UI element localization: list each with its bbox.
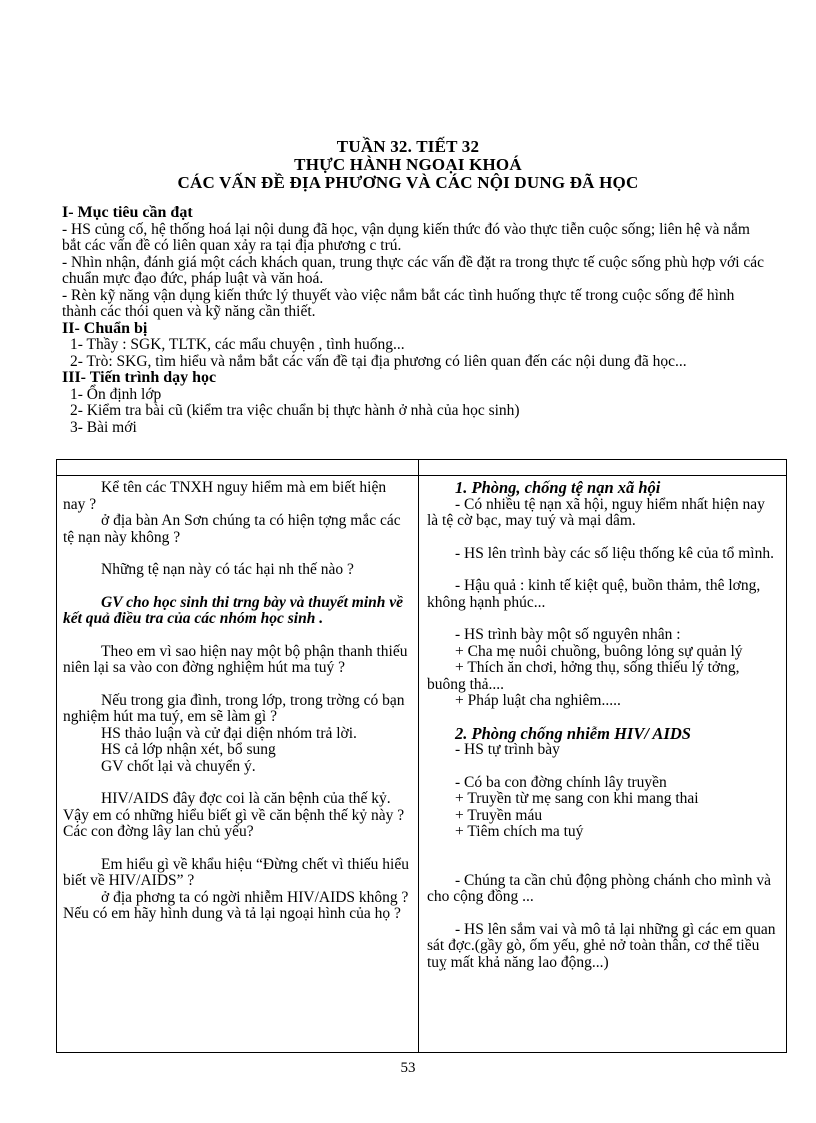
- content-item: - HS lên trình bày các số liệu thống kê của tổ mình.: [455, 544, 774, 562]
- content-item: + Tiêm chích ma tuý: [455, 823, 584, 840]
- objective-2: - Nhìn nhận, đánh giá một cách khách quan, trung thực các vấn đề đặt ra trong thực tế cuộc sống phù hợp với các chuẩn mực đạo đức, pháp luật và văn hoá.: [62, 253, 765, 287]
- content-item: - Chúng ta cần chủ động phòng chánh cho mình và cho cộng đồng ...: [427, 871, 771, 905]
- question-6: HIV/AIDS đây đợc coi là căn bệnh của thế kỷ. Vậy em có những hiểu biết gì về căn bệnh thế kỷ này ? Các con đờng lây lan chủ yếu?: [63, 790, 405, 840]
- content-item: + Cha mẹ nuôi chuồng, buông lỏng sự quản lý: [455, 642, 743, 660]
- lesson-content-cell: [419, 476, 787, 1053]
- preparation-heading: II- Chuẩn bị: [62, 319, 148, 337]
- content-item: - HS trình bày một số nguyên nhân :: [455, 626, 681, 643]
- lesson-topic-title: CÁC VẤN ĐỀ ĐỊA PHƯƠNG VÀ CÁC NỘI DUNG ĐÃ HỌC: [177, 173, 639, 192]
- lesson-intro: [62, 205, 772, 436]
- header-cell-content: [419, 460, 787, 476]
- procedure-heading: III- Tiến trình dạy học: [62, 369, 217, 386]
- content-item: - Có ba con đờng chính lây truyền: [455, 773, 667, 791]
- teacher-instruction: GV cho học sinh thi trng bày và thuyết minh về kết quả điều tra của các nhóm học sinh .: [63, 593, 404, 627]
- question-8: ở địa phơng ta có ngời nhiễm HIV/AIDS không ? Nếu có em hãy hình dung và tả lại ngoại hình của họ ?: [63, 888, 409, 922]
- content-item: + Thích ăn chơi, hởng thụ, sống thiếu lý tởng, buông thả....: [427, 659, 740, 693]
- question-7: Em hiểu gì về khẩu hiệu “Đừng chết vì thiếu hiểu biết về HIV/AIDS” ?: [63, 855, 409, 889]
- class-feedback: HS cả lớp nhận xét, bổ sung: [101, 741, 276, 758]
- preparation-teacher: 1- Thầy : SGK, TLTK, các mẩu chuyện , tình huống...: [70, 336, 405, 353]
- content-item: - HS lên sắm vai và mô tả lại những gì các em quan sát đợc.(gầy gò, ốm yếu, ghẻ nở toàn thân, cơ thể tiều tuỵ mất khả năng lao động...): [427, 920, 776, 971]
- procedure-step-1: 1- Ổn định lớp: [70, 385, 162, 403]
- preparation-student: 2- Trò: SKG, tìm hiểu và nắm bắt các vấn đề tại địa phương có liên quan đến các nội dung đã học...: [70, 352, 687, 370]
- objectives-heading: I- Mục tiêu cần đạt: [62, 204, 193, 221]
- objective-3: - Rèn kỹ năng vận dụng kiến thức lý thuyết vào việc nắm bắt các tình huống thực tế trong cuộc sống để hình thành các thói quen và kỹ năng cần thiết.: [62, 286, 735, 320]
- procedure-step-2: 2- Kiểm tra bài cũ (kiểm tra việc chuẩn bị thực hành ở nhà của học sinh): [70, 402, 520, 419]
- page-number: 53: [400, 1060, 416, 1076]
- content-item: - HS tự trình bày: [455, 741, 560, 758]
- question-5: Nếu trong gia đình, trong lớp, trong trờng có bạn nghiệm hút ma tuý, em sẽ làm gì ?: [63, 691, 405, 725]
- week-lesson-title: TUẦN 32. TIẾT 32: [336, 137, 480, 156]
- lesson-activity-table: [56, 459, 787, 1053]
- teacher-student-activities-cell: [57, 476, 419, 1053]
- procedure-step-3: 3- Bài mới: [70, 418, 137, 436]
- question-4: Theo em vì sao hiện nay một bộ phận thanh thiếu niên lại sa vào con đờng nghiệm hút ma tuý ?: [63, 642, 408, 676]
- content-item: + Truyền máu: [455, 806, 543, 824]
- lesson-type-title: THỰC HÀNH NGOẠI KHOÁ: [294, 155, 522, 174]
- content-item: - Hậu quả : kinh tế kiệt quệ, buồn thảm, thê lơng, không hạnh phúc...: [427, 577, 761, 611]
- teacher-conclusion: GV chốt lại và chuyển ý.: [101, 757, 256, 775]
- header-cell-activities: [57, 460, 419, 476]
- content-heading-1: 1. Phòng, chống tệ nạn xã hội: [455, 478, 661, 497]
- content-item: + Pháp luật cha nghiêm.....: [455, 692, 621, 709]
- content-heading-2: 2. Phòng chống nhiễm HIV/ AIDS: [455, 723, 691, 743]
- content-item: + Truyền từ mẹ sang con khi mang thai: [455, 790, 699, 807]
- student-discussion: HS thảo luận và cử đại diện nhóm trả lời.: [101, 724, 357, 742]
- objective-1: - HS củng cố, hệ thống hoá lại nội dung đã học, vận dụng kiến thức đó vào thực tiễn cuộc sống; liên hệ và nắm bắt các vấn đề có liên quan xảy ra tại địa phương c trú.: [62, 220, 750, 254]
- table-header-row: [57, 460, 787, 476]
- table-row: [57, 476, 787, 1053]
- question-3: Những tệ nạn này có tác hại nh thế nào ?: [101, 561, 354, 578]
- question-1: Kể tên các TNXH nguy hiểm mà em biết hiện nay ?: [63, 479, 387, 513]
- question-2: ở địa bàn An Sơn chúng ta có hiện tợng mắc các tệ nạn này không ?: [63, 512, 401, 546]
- content-item: - Có nhiều tệ nạn xã hội, nguy hiểm nhất hiện nay là tệ cờ bạc, may tuý và mại dâm.: [427, 495, 765, 529]
